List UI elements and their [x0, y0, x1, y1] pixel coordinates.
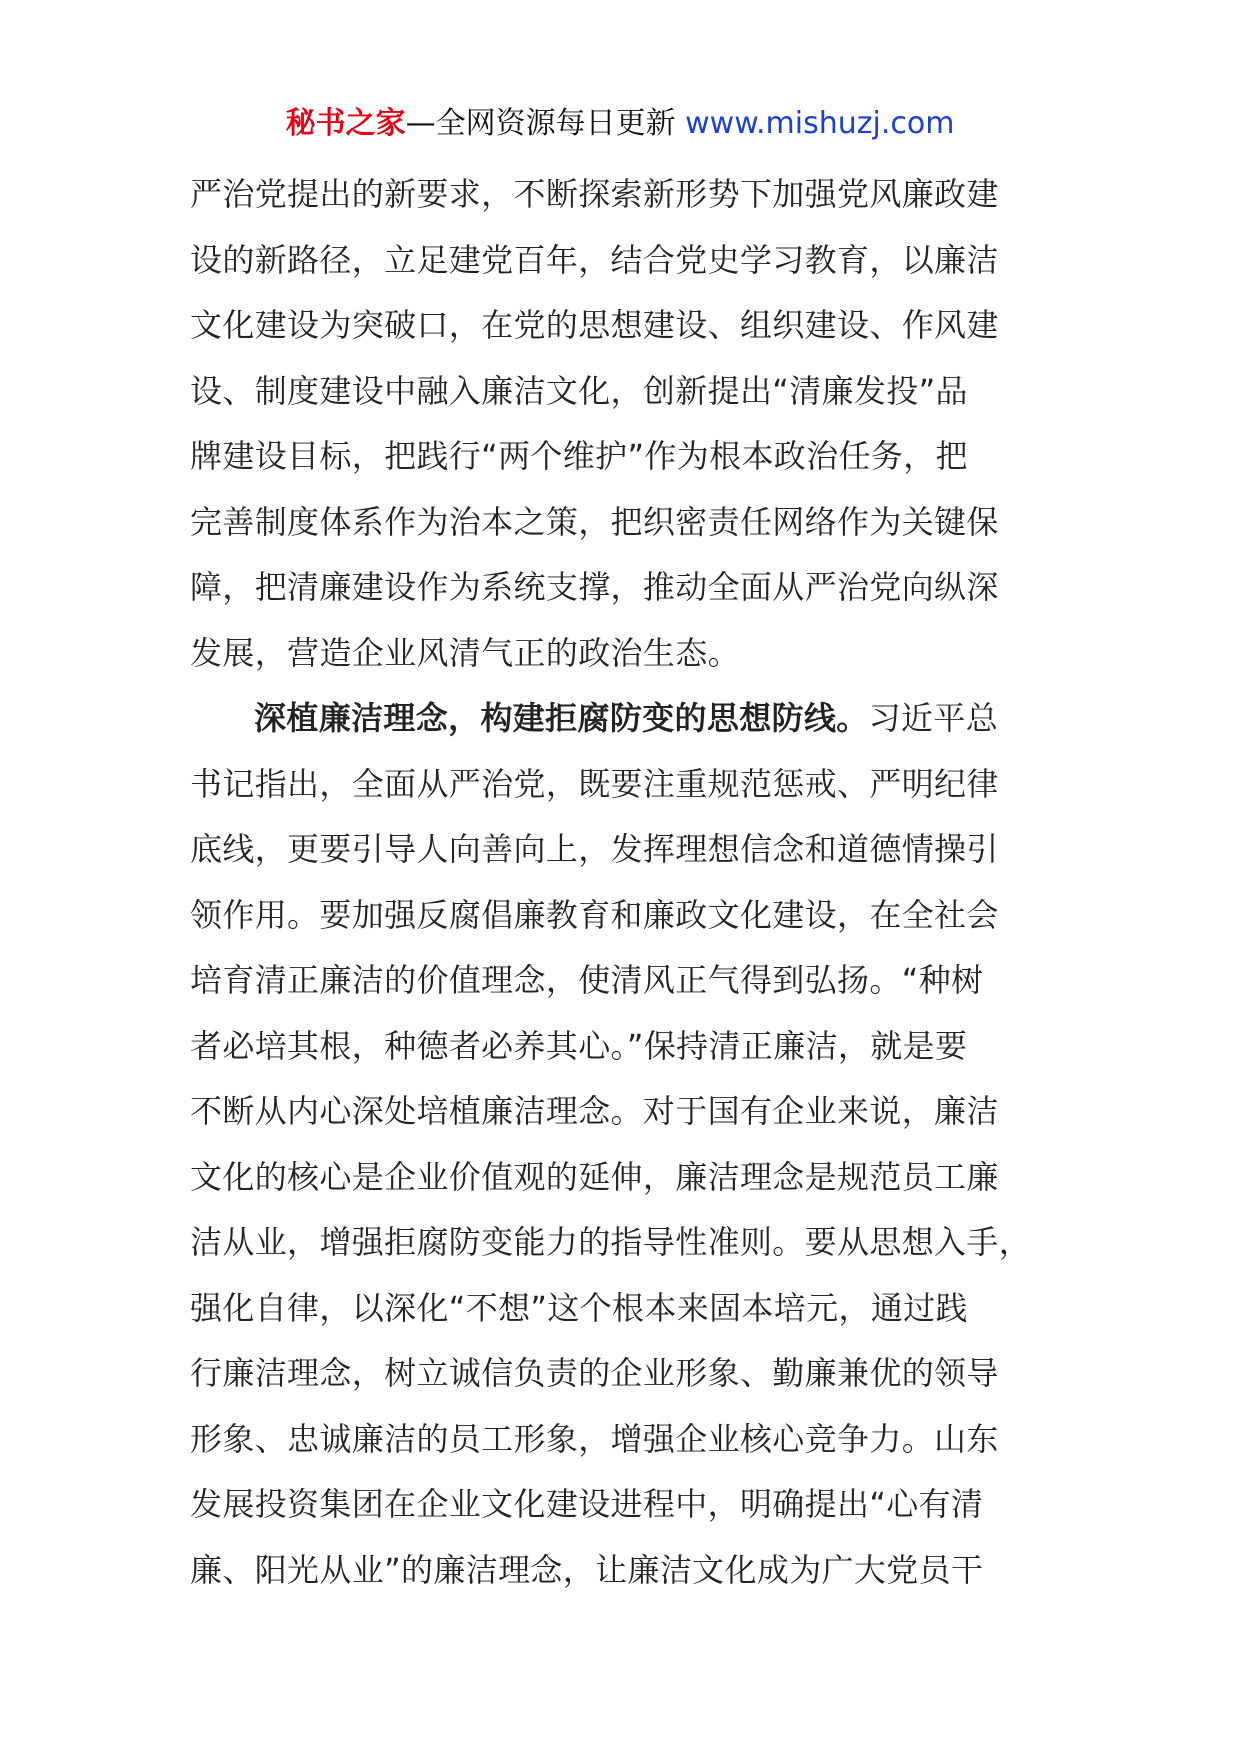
text-line: 廉、阳光从业”的廉洁理念，让廉洁文化成为广大党员干: [190, 1550, 984, 1589]
text-line: 形象、忠诚廉洁的员工形象，增强企业核心竞争力。山东: [190, 1419, 999, 1458]
paragraph-first-line: [190, 686, 1040, 752]
text-line: 发展，营造企业风清气正的政治生态。: [190, 633, 740, 672]
text-line: 文化建设为突破口，在党的思想建设、组织建设、作风建: [190, 306, 999, 344]
header-tagline: —全网资源每日更新: [405, 106, 686, 141]
text-line: 文化的核心是企业价值观的延伸，廉洁理念是规范员工廉: [190, 1157, 999, 1196]
text-line: 者必培其根，种德者必养其心。”保持清正廉洁，就是要: [190, 1026, 968, 1065]
paragraph-heading: 深植廉洁理念，构建拒腐防变的思想防线。: [254, 699, 869, 737]
document-body: [190, 162, 1040, 1603]
text-line: 培育清正廉洁的价值理念，使清风正气得到弘扬。“种树: [190, 961, 984, 999]
text-line: 设的新路径，立足建党百年，结合党史学习教育，以廉洁: [190, 240, 999, 279]
text-line: 完善制度体系作为治本之策，把织密责任网络作为关键保: [190, 502, 999, 541]
text-line: 严治党提出的新要求，不断探索新形势下加强党风廉政建: [190, 175, 999, 213]
text-line: 行廉洁理念，树立诚信负责的企业形象、勤廉兼优的领导: [190, 1354, 999, 1392]
site-header: [0, 102, 1240, 146]
text-line: 设、制度建设中融入廉洁文化，创新提出“清廉发投”品: [190, 371, 968, 410]
text-line: 强化自律，以深化“不想”这个根本来固本培元，通过践: [190, 1288, 968, 1327]
text-line: 底线，更要引导人向善向上，发挥理想信念和道德情操引: [190, 830, 999, 868]
text-line: 障，把清廉建设作为系统支撑，推动全面从严治党向纵深: [190, 568, 999, 606]
text-line: 发展投资集团在企业文化建设进程中，明确提出“心有清: [190, 1485, 984, 1523]
text-line: 书记指出，全面从严治党，既要注重规范惩戒、严明纪律: [190, 764, 999, 803]
site-url-link[interactable]: www.mishuzj.com: [685, 106, 955, 141]
brand-name: 秘书之家: [285, 106, 406, 141]
text-line: 领作用。要加强反腐倡廉教育和廉政文化建设，在全社会: [190, 895, 999, 934]
paragraph-first-line-tail: 习近平总: [868, 699, 999, 737]
text-line: 牌建设目标，把践行“两个维护”作为根本政治任务，把: [190, 437, 968, 475]
text-line: 不断从内心深处培植廉洁理念。对于国有企业来说，廉洁: [190, 1092, 999, 1130]
text-line: 洁从业，增强拒腐防变能力的指导性准则。要从思想入手，: [190, 1223, 1032, 1261]
